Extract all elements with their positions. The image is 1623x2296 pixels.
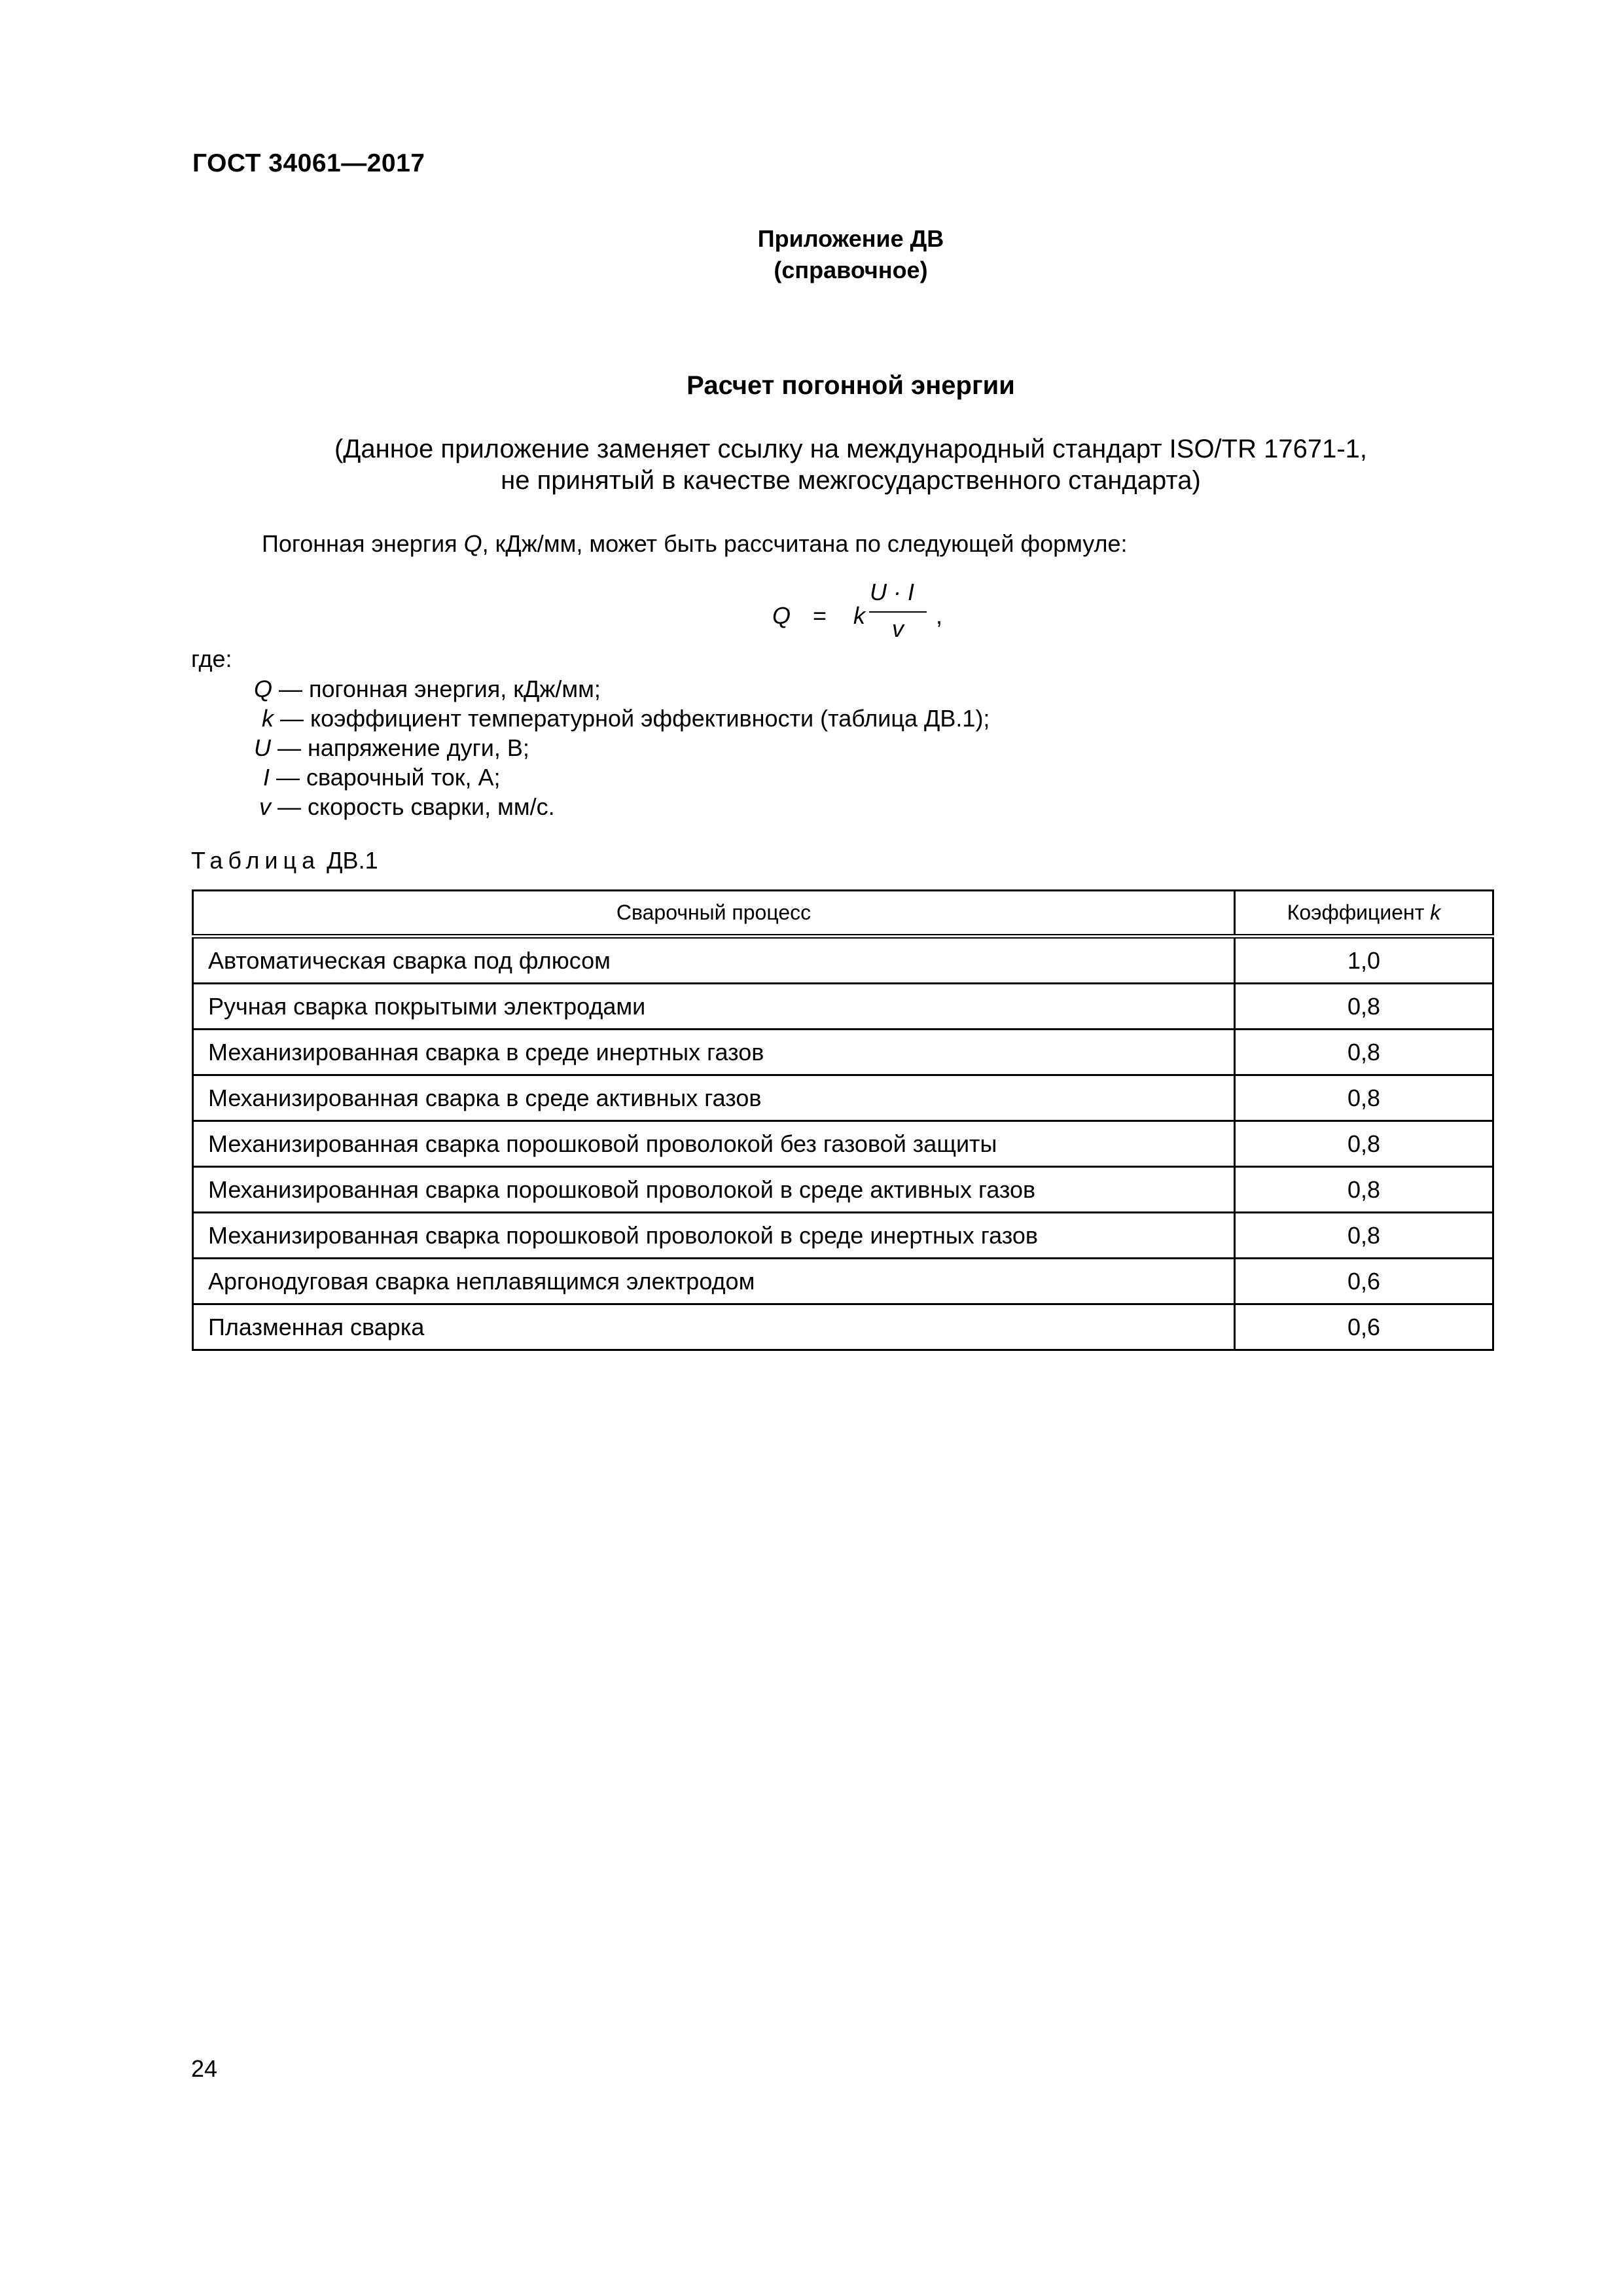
header-coefficient — [1235, 891, 1493, 937]
process-cell: Механизированная сварка порошковой проволокой в среде активных газов — [193, 1167, 1235, 1213]
table-row — [193, 984, 1493, 1030]
definition-text: — погонная энергия, кДж/мм; — [272, 675, 601, 702]
process-cell: Ручная сварка покрытыми электродами — [193, 984, 1235, 1030]
definition-item — [254, 734, 529, 762]
standard-number: ГОСТ 34061—2017 — [192, 149, 425, 177]
annex-note-line-1: (Данное приложение заменяет ссылку на международный стандарт ISO/TR 17671-1, — [334, 435, 1368, 463]
process-cell: Автоматическая сварка под флюсом — [193, 937, 1235, 984]
header-coefficient-label: Коэффициент — [1287, 901, 1431, 924]
formula-intro — [262, 530, 1128, 558]
process-cell: Механизированная сварка порошковой проволокой в среде инертных газов — [193, 1213, 1235, 1259]
heat-efficiency-table — [192, 889, 1494, 1351]
formula-equals: = — [813, 602, 827, 629]
process-cell: Механизированная сварка в среде инертных газов — [193, 1030, 1235, 1075]
intro-text-before: Погонная энергия — [262, 530, 464, 557]
table-row — [193, 1121, 1493, 1167]
table-row — [193, 1167, 1493, 1213]
intro-text-after: , кДж/мм, может быть рассчитана по следующей формуле: — [482, 530, 1128, 557]
definition-symbol: Q — [254, 675, 273, 702]
definition-text: — сварочный ток, А; — [270, 764, 501, 791]
fraction-bar — [869, 611, 927, 613]
coefficient-cell: 1,0 — [1235, 937, 1493, 984]
definition-text: — скорость сварки, мм/с. — [271, 793, 555, 820]
formula-numerator: U · I — [870, 579, 914, 605]
section-title: Расчет погонной энергии — [687, 371, 1015, 400]
definition-symbol: U — [254, 734, 271, 761]
table-header-row — [193, 891, 1493, 937]
coefficient-cell: 0,8 — [1235, 1167, 1493, 1213]
annex-kind: (справочное) — [774, 257, 928, 283]
coefficient-cell: 0,8 — [1235, 1213, 1493, 1259]
definition-item — [262, 705, 990, 732]
header-coefficient-symbol: k — [1430, 901, 1441, 924]
table-row — [193, 1304, 1493, 1350]
definition-symbol: I — [263, 764, 270, 791]
table-row — [193, 937, 1493, 984]
annex-note-line-2: не принятый в качестве межгосударственного стандарта) — [501, 466, 1201, 495]
coefficient-cell: 0,6 — [1235, 1259, 1493, 1304]
formula-lhs: Q — [772, 602, 791, 629]
definition-symbol: v — [259, 793, 271, 820]
formula-comma: , — [936, 602, 943, 629]
table-row — [193, 1030, 1493, 1075]
coefficient-cell: 0,8 — [1235, 1075, 1493, 1121]
heat-input-formula — [772, 579, 943, 655]
table-row — [193, 1213, 1493, 1259]
coefficient-cell: 0,8 — [1235, 984, 1493, 1030]
coefficient-cell: 0,8 — [1235, 1030, 1493, 1075]
table-caption-id: ДВ.1 — [327, 847, 378, 874]
formula-coefficient: k — [853, 602, 865, 629]
header-process: Сварочный процесс — [193, 891, 1235, 937]
definition-symbol: k — [262, 705, 274, 732]
definition-text: — коэффициент температурной эффективности (таблица ДВ.1); — [274, 705, 990, 732]
annex-title: Приложение ДВ — [757, 225, 944, 252]
definition-text: — напряжение дуги, В; — [271, 734, 529, 761]
table-row — [193, 1075, 1493, 1121]
process-cell: Механизированная сварка в среде активных газов — [193, 1075, 1235, 1121]
definition-item — [263, 764, 501, 791]
process-cell: Плазменная сварка — [193, 1304, 1235, 1350]
intro-symbol: Q — [463, 530, 482, 557]
page-number: 24 — [191, 2055, 218, 2082]
coefficient-cell: 0,8 — [1235, 1121, 1493, 1167]
table-caption-word: Таблица — [191, 847, 321, 874]
process-cell: Аргонодуговая сварка неплавящимся электродом — [193, 1259, 1235, 1304]
definition-item — [254, 675, 601, 703]
formula-denominator: v — [892, 615, 904, 642]
coefficient-cell: 0,6 — [1235, 1304, 1493, 1350]
process-cell: Механизированная сварка порошковой проволокой без газовой защиты — [193, 1121, 1235, 1167]
table-caption — [191, 847, 378, 874]
table-row — [193, 1259, 1493, 1304]
where-label: где: — [191, 645, 232, 672]
definition-item — [259, 793, 555, 821]
